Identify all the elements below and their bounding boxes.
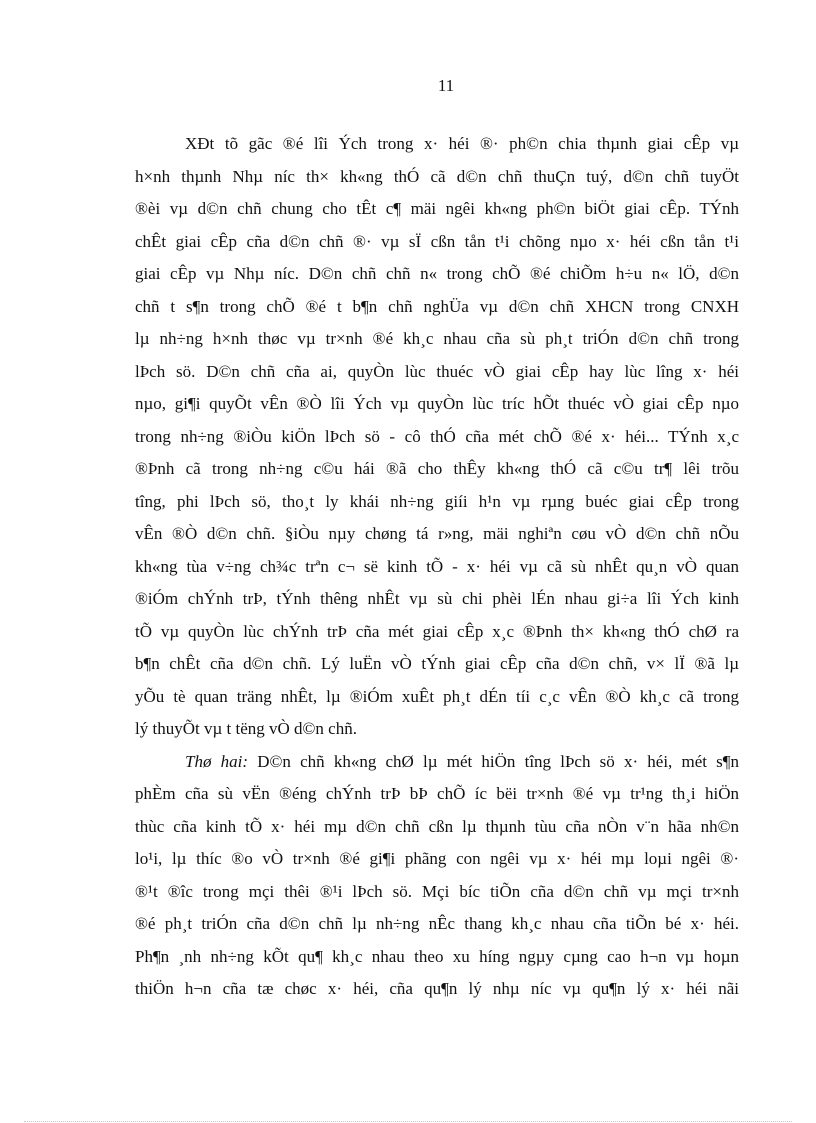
text-line: h×nh thµnh Nhµ níc th× kh«ng thÓ cã d©n chñ thuÇn tuý, d©n chñ tuyÖt <box>135 166 739 186</box>
text-line: b¶n chÊt cña d©n chñ. Lý luËn vÒ tÝnh giai cÊp cña d©n chñ, v× lÏ ®ã lµ <box>135 654 739 673</box>
text-line-last: lý thuyÕt vµ t tëng vÒ d©n chñ. <box>135 719 357 738</box>
text-line: tÕ vµ quyÒn lùc chÝnh trÞ cña mét giai cÊp x¸c ®Þnh th× kh«ng thÓ chØ ra <box>135 621 739 641</box>
text-line: trong nh÷ng ®iÒu kiÖn lÞch sö - cô thÓ cña mét chÕ ®é x· héi... TÝnh x¸c <box>135 426 739 446</box>
paragraph2-first-line <box>135 746 739 779</box>
text-line: ®iÓm chÝnh trÞ, tÝnh thêng nhÊt vµ sù chi phèi lÉn nhau gi÷a lîi Ých kinh <box>135 589 739 608</box>
text-line: vÊn ®Ò d©n chñ. §iÒu nµy chøng tá r»ng, mäi nghiªn cøu vÒ d©n chñ nÕu <box>135 524 739 543</box>
text-line: chÊt giai cÊp cña d©n chñ ®· vµ sÏ cßn tån t¹i chõng nµo x· héi cßn tån t¹i <box>135 231 739 251</box>
text-line: yÕu tè quan träng nhÊt, lµ ®iÓm xuÊt ph¸t dÉn tíi c¸c vÊn ®Ò kh¸c cã trong <box>135 686 739 706</box>
paragraph2-label: Thø hai: <box>185 751 249 771</box>
text-line: Ph¶n ¸nh nh÷ng kÕt qu¶ kh¸c nhau theo xu híng ngµy cµng cao h¬n vµ hoµn <box>135 946 739 966</box>
page-bottom-rule <box>24 1121 792 1122</box>
body-text <box>135 128 739 1006</box>
text-line: lÞch sö. D©n chñ cña ai, quyÒn lùc thuéc vÒ giai cÊp hay lùc lîng x· héi <box>135 361 739 381</box>
text-line: lµ nh÷ng h×nh thøc vµ tr×nh ®é kh¸c nhau cña sù ph¸t triÓn d©n chñ trong <box>135 329 739 348</box>
text-line: kh«ng tùa v÷ng ch¾c trªn c¬ së kinh tÕ - x· héi vµ cã sù nhÊt qu¸n vÒ quan <box>135 556 739 576</box>
paragraph2-first-text: D©n chñ kh«ng chØ lµ mét hiÖn tîng lÞch sö x· héi, mét s¶n <box>248 751 739 771</box>
text-line: thiÖn h¬n cña tæ chøc x· héi, cña qu¶n lý nhµ níc vµ qu¶n lý x· héi nãi <box>135 979 739 998</box>
text-line: phÈm cña sù vËn ®éng chÝnh trÞ bÞ chÕ íc bëi tr×nh ®é vµ tr¹ng th¸i hiÖn <box>135 784 739 803</box>
text-line: lo¹i, lµ thíc ®o vÒ tr×nh ®é gi¶i phãng con ngêi vµ x· héi mµ loµi ngêi ®· <box>135 849 739 868</box>
text-line: XĐt tõ gãc ®é lîi Ých trong x· héi ®· ph©n chia thµnh giai cÊp vµ <box>185 134 739 153</box>
text-line: ®é ph¸t triÓn cña d©n chñ lµ nh÷ng nÊc thang kh¸c nhau cña tiÕn bé x· héi. <box>135 914 739 933</box>
text-line: nµo, gi¶i quyÕt vÊn ®Ò lîi Ých vµ quyÒn lùc tríc hÕt thuéc vÒ giai cÊp nµo <box>135 394 739 413</box>
text-line: ®Þnh cã trong nh÷ng c©u hái ®ã cho thÊy kh«ng thÓ cã c©u tr¶ lêi trõu <box>135 459 739 478</box>
text-line: giai cÊp vµ Nhµ níc. D©n chñ chñ n« trong chÕ ®é chiÕm h÷u n« lÖ, d©n <box>135 264 739 283</box>
text-line: ®¹t ®îc trong mçi thêi ®¹i lÞch sö. Mçi bíc tiÕn cña d©n chñ vµ mçi tr×nh <box>135 881 739 901</box>
text-line: tîng, phi lÞch sö, tho¸t ly khái nh÷ng giíi h¹n vµ rµng buéc giai cÊp trong <box>135 491 739 511</box>
text-line: ®èi vµ d©n chñ chung cho tÊt c¶ mäi ngêi kh«ng ph©n biÖt giai cÊp. TÝnh <box>135 199 739 218</box>
text-line: thùc cña kinh tÕ x· héi mµ d©n chñ cßn lµ thµnh tùu cña nÒn v¨n hãa nh©n <box>135 816 739 836</box>
text-line: chñ t s¶n trong chÕ ®é t b¶n chñ nghÜa vµ d©n chñ XHCN trong CNXH <box>135 296 739 316</box>
page-number: 11 <box>437 76 455 95</box>
